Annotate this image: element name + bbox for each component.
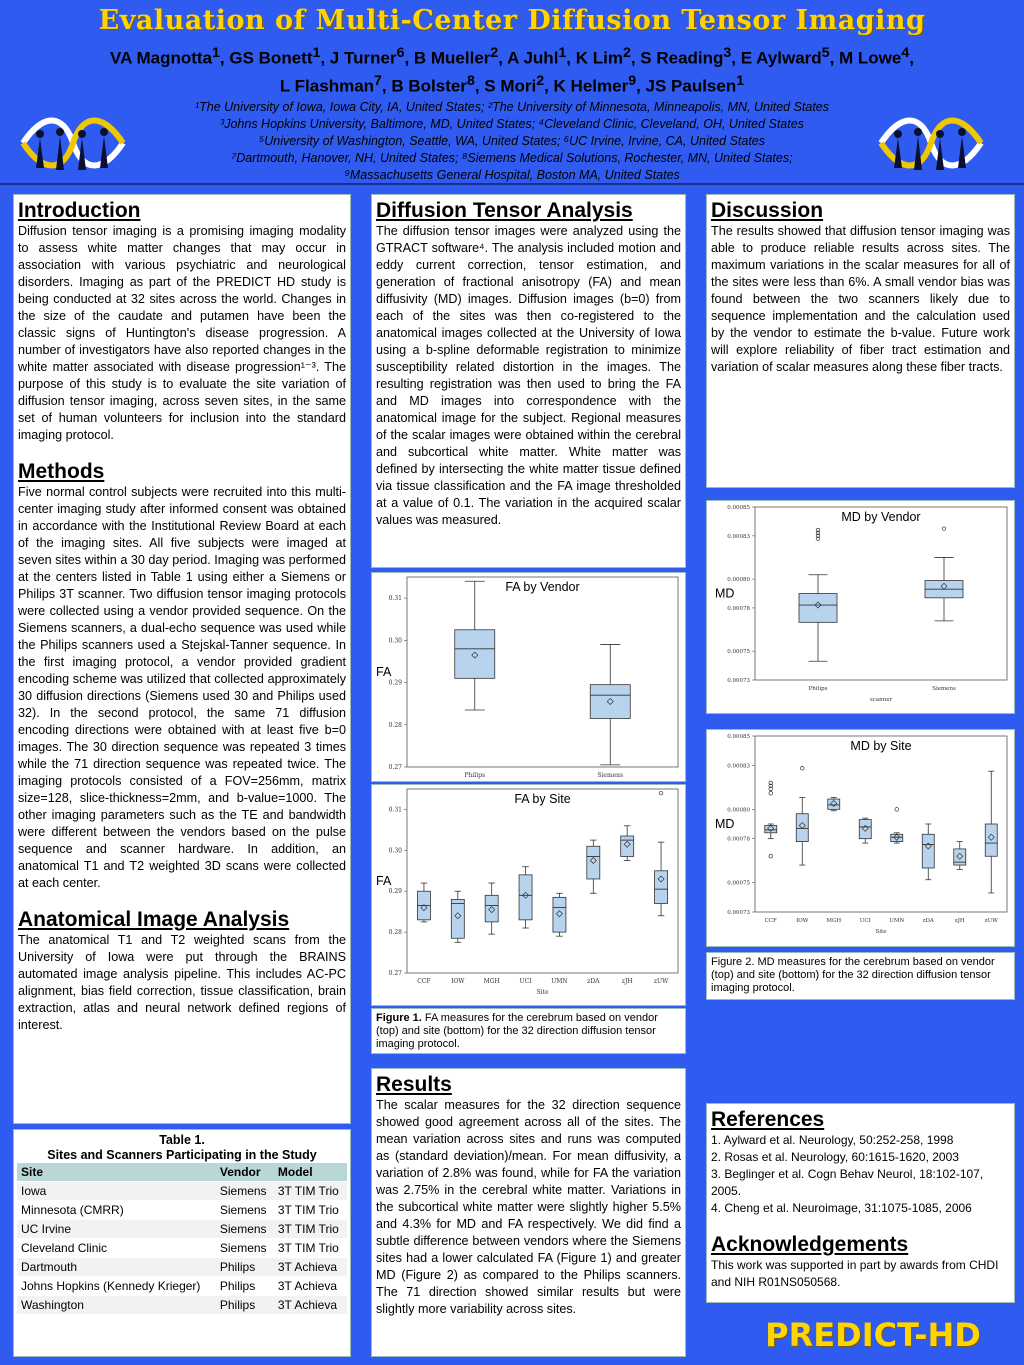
y-tick-label: 0.31 xyxy=(388,806,402,814)
y-tick-label: 0.00080 xyxy=(727,577,750,584)
box xyxy=(455,630,495,679)
x-tick-label: UCI xyxy=(859,918,871,924)
box xyxy=(621,836,634,856)
y-tick-label: 0.00073 xyxy=(727,910,750,916)
x-tick-label: UCI xyxy=(519,978,532,985)
y-tick-label: 0.00085 xyxy=(727,505,750,511)
table-cell: 3T Achieva xyxy=(274,1277,347,1296)
y-axis-label: MD xyxy=(715,586,735,601)
table-cell: Siemens xyxy=(216,1239,274,1258)
methods-heading: Methods xyxy=(18,460,105,483)
x-tick-label: zUW xyxy=(653,978,669,985)
plot-frame xyxy=(755,736,1007,912)
table-row xyxy=(17,1277,347,1296)
left-column-panel xyxy=(13,194,351,1124)
affiliation-line: ⁹Massachusetts General Hospital, Boston MA, United States xyxy=(344,168,680,183)
plot-frame xyxy=(755,507,1007,680)
x-tick-label: UMN xyxy=(551,978,568,985)
figure2-caption-panel xyxy=(706,952,1015,1000)
dta-text: The diffusion tensor images were analyzed using the GTRACT software⁴. The analysis included motion and eddy current correction, tensor estimation, and generation of fractional anisotropy (FA) and mean diffusivity (MD) images. Diffusion images (b=0) from each of the sites was then co-registered to the anatomical images collected at the University of Iowa using a b-spline deformable registration to minimize susceptibility related distortion in the images. The resulting registration was then used to bring the FA and MD images into correspondence with the anatomical image for the subject. Regional measures of the scalar images were obtained within the cerebral and subcortical white matter. White matter was defined by intersecting the white matter tissue defined via tissue classification and the FA image thresholded at a value of 0.1. The variation in the acquired scalar values was measured. xyxy=(376,224,681,527)
references-heading: References xyxy=(711,1108,825,1131)
x-tick-label: Siemens xyxy=(932,686,956,692)
affiliation-line: ⁵University of Washington, Seattle, WA, United States; ⁶UC Irvine, Irvine, CA, United States xyxy=(258,134,766,149)
table-cell: 3T TIM Trio xyxy=(274,1182,347,1201)
x-tick-label: UMN xyxy=(889,918,905,924)
x-tick-label: IOW xyxy=(796,918,809,924)
table-row xyxy=(17,1239,347,1258)
box xyxy=(553,897,566,932)
table-row xyxy=(17,1296,347,1315)
table-cell: 3T Achieva xyxy=(274,1296,347,1315)
box xyxy=(859,820,871,839)
sites-table xyxy=(17,1163,347,1315)
plot-frame xyxy=(407,789,678,973)
predict-hd-logo: PREDICT-HD xyxy=(765,1316,981,1354)
box xyxy=(519,875,532,920)
y-tick-label: 0.00083 xyxy=(727,533,750,540)
x-tick-label: Philips xyxy=(808,686,828,692)
table-cell: UC Irvine xyxy=(17,1220,216,1239)
fa-by-vendor-chart xyxy=(372,573,685,781)
table-cell: Cleveland Clinic xyxy=(17,1239,216,1258)
table-row xyxy=(17,1201,347,1220)
figure2-caption: Figure 2. MD measures for the cerebrum based on vendor (top) and site (bottom) for the 32 direction diffusion tensor imaging protocol. xyxy=(711,956,995,994)
discussion-heading: Discussion xyxy=(711,199,824,222)
results-heading: Results xyxy=(376,1073,452,1096)
md-vendor-panel xyxy=(706,500,1015,714)
table-cell: Philips xyxy=(216,1296,274,1315)
table-cell: 3T TIM Trio xyxy=(274,1220,347,1239)
chart-title: MD by Site xyxy=(850,739,912,753)
md-by-vendor-chart xyxy=(707,501,1014,713)
table1-title: Table 1. xyxy=(159,1133,205,1147)
x-axis-label: Site xyxy=(875,929,887,935)
table-cell: Philips xyxy=(216,1258,274,1277)
author-list: VA Magnotta$^1$, GS Bonett$^1$, J Turner$^6$, B Mueller$^2$, A Juhl$^1$, K Lim$^2$, S Reading$^3$, E Aylward$^5$, M Lowe$^4$, L Flashman$^7$, B Bolster$^8$, S Mori$^2$, K Helmer$^9$, JS Paulsen$^1$ xyxy=(110,45,914,96)
y-tick-label: 0.31 xyxy=(388,595,402,603)
acknowledgements-text: This work was supported in part by awards from CHDI and NIH R01NS050568. xyxy=(711,1258,999,1289)
table-row xyxy=(17,1220,347,1239)
fa-by-site-chart xyxy=(372,785,685,1005)
chart-title: FA by Vendor xyxy=(505,580,580,594)
y-tick-label: 0.00080 xyxy=(727,807,750,814)
table-cell: 3T TIM Trio xyxy=(274,1239,347,1258)
y-tick-label: 0.00085 xyxy=(727,734,750,740)
affiliation-line: ⁷Dartmouth, Hanover, NH, United States; ⁸Siemens Medical Solutions, Rochester, MN, United States; xyxy=(231,151,793,166)
table-header-model: Model xyxy=(274,1163,347,1182)
fa-site-panel xyxy=(371,784,686,1006)
table-cell: Siemens xyxy=(216,1201,274,1220)
y-tick-label: 0.30 xyxy=(388,637,402,645)
table-cell: Iowa xyxy=(17,1182,216,1201)
x-tick-label: zJH xyxy=(621,978,633,985)
introduction-heading: Introduction xyxy=(18,199,141,222)
reference-item: 3. Beglinger et al. Cogn Behav Neurol, 18:102-107, 2005. xyxy=(711,1167,984,1198)
reference-item: 4. Cheng et al. Neuroimage, 31:1075-1085, 2006 xyxy=(711,1201,972,1215)
figure1-caption xyxy=(372,1009,685,1054)
x-tick-label: Siemens xyxy=(597,772,624,779)
box xyxy=(590,685,630,719)
x-tick-label: MGH xyxy=(483,978,500,985)
y-tick-label: 0.00083 xyxy=(727,763,750,770)
x-tick-label: IOW xyxy=(451,978,465,985)
plot-frame xyxy=(407,577,678,767)
x-tick-label: CCF xyxy=(417,978,431,985)
y-tick-label: 0.29 xyxy=(388,888,402,896)
table-cell: Washington xyxy=(17,1296,216,1315)
y-tick-label: 0.28 xyxy=(388,721,402,729)
poster-header xyxy=(0,0,1024,182)
box xyxy=(485,895,498,922)
y-axis-label: FA xyxy=(376,874,392,888)
discussion-text: The results showed that diffusion tensor imaging was able to produce reliable results across sites. The maximum variations in the scalar measures for all of the sites were less than 6%. A small vendor bias was found between the two scanners likely due to sequence implementation and the calculation used by the vendor to estimate the b-value. Future work will explore reliability of fiber tract estimation and variation of scalar measures along these fiber tracts. xyxy=(711,224,1010,374)
x-tick-label: MGH xyxy=(826,918,842,924)
reference-item: 1. Aylward et al. Neurology, 50:252-258, 1998 xyxy=(711,1133,954,1147)
methods-text: Five normal control subjects were recruited into this multi-center imaging study after informed consent was obtained in accordance with the Institutional Review Board at each of the imaging sites. All five subjects were imaged at seven sites within a 30 day period. Imaging was performed at the centers listed in Table 1 using either a Siemens or Philips 3T scanner. Two diffusion tensor imaging protocols were collected using a vendor provided sequence. On the Siemens scanners, a dual-echo sequence was used while the Philips scanners used a Stejskal-Tanner sequence. In the first imaging protocol, a vendor provided gradient encoding scheme was utilized that collected approximately 30 diffusion directions (Siemens used 30 and Philips used 32). In the second protocol, the same 71 diffusion encoding directions were obtained with at least five b=0 images. The 30 direction sequence was repeated 3 times while the 71 direction sequence was repeated twice. The imaging protocols consisted of a FOV=256mm, matrix size=128, slice-thickness=2mm, and b-value=1000. The other imaging parameters such as the TE and bandwidth were different between the vendors based on the pulse sequence and scanner hardware. In addition, an anatomical T1 and T2 weighted 3D scans were collected at each center. xyxy=(18,485,346,890)
y-tick-label: 0.00075 xyxy=(727,649,750,656)
x-tick-label: zUW xyxy=(984,918,998,924)
box xyxy=(922,834,934,868)
x-axis-label: Site xyxy=(536,989,549,996)
table-cell: Minnesota (CMRR) xyxy=(17,1201,216,1220)
box xyxy=(587,846,600,879)
y-tick-label: 0.00073 xyxy=(727,678,750,684)
table-cell: Siemens xyxy=(216,1220,274,1239)
table-cell: Siemens xyxy=(216,1182,274,1201)
poster-title: Evaluation of Multi-Center Diffusion Tensor Imaging xyxy=(98,5,926,36)
y-tick-label: 0.27 xyxy=(388,764,402,771)
x-tick-label: zDA xyxy=(922,918,934,924)
anatomical-heading: Anatomical Image Analysis xyxy=(18,908,290,931)
figure1-caption-text: FA measures for the cerebrum based on vendor (top) and site (bottom) for the 32 direction diffusion tensor imaging protocol. xyxy=(376,1012,658,1050)
table1-panel xyxy=(13,1129,351,1357)
table-cell: 3T Achieva xyxy=(274,1258,347,1277)
y-tick-label: 0.00078 xyxy=(727,836,750,843)
x-tick-label: Philips xyxy=(464,772,486,779)
x-axis-label: scanner xyxy=(869,697,893,703)
fa-vendor-panel xyxy=(371,572,686,782)
y-tick-label: 0.28 xyxy=(388,929,402,937)
x-tick-label: CCF xyxy=(764,918,777,924)
dta-heading: Diffusion Tensor Analysis xyxy=(376,199,633,222)
y-tick-label: 0.00078 xyxy=(727,605,750,612)
y-tick-label: 0.29 xyxy=(388,679,402,687)
box xyxy=(954,849,966,865)
x-tick-label: zJH xyxy=(954,918,965,924)
figure1-label: Figure 1. xyxy=(376,1012,422,1024)
figure1-caption-panel xyxy=(371,1008,686,1054)
md-by-site-chart xyxy=(707,730,1014,946)
y-axis-label: FA xyxy=(376,665,392,679)
affiliation-line: ³Johns Hopkins University, Baltimore, MD, United States; ⁴Cleveland Clinic, Cleveland, OH, United States xyxy=(220,117,804,132)
table-row xyxy=(17,1258,347,1277)
table-header-vendor: Vendor xyxy=(216,1163,274,1182)
table-cell: Philips xyxy=(216,1277,274,1296)
table-cell: Johns Hopkins (Kennedy Krieger) xyxy=(17,1277,216,1296)
dna-dancers-logo-right xyxy=(876,108,986,178)
reference-item: 2. Rosas et al. Neurology, 60:1615-1620, 2003 xyxy=(711,1150,959,1164)
results-panel xyxy=(371,1068,686,1357)
results-text: The scalar measures for the 32 direction sequence showed good agreement across all of the sites. The mean variation across sites and runs was computed as (standard deviation)/mean. For mean diffusivity, a variation of 2.8% was found, while for FA the variation was 2.75% in the cerebral white matter. Variations in the subcortical white matter were slightly higher 5.5% and 4.3% for MD and FA respectively. We did find a subtle difference between vendors where the Siemens sites had a lower calculated FA (Figure 1) and greater MD (Figure 2) as compared to the Philips scanners. The 71 direction showed similar results but were slightly more variability across sites. xyxy=(376,1098,681,1316)
acknowledgements-heading: Acknowledgements xyxy=(711,1233,909,1256)
table-cell: 3T TIM Trio xyxy=(274,1201,347,1220)
introduction-text: Diffusion tensor imaging is a promising imaging modality to assess white matter changes that may occur in association with various psychiatric and neurological disorders. Imaging as part of the PREDICT HD study is being conducted at 32 sites across the world. Changes in the size of the caudate and putamen have been the classic signs of Huntington's disease progression. A number of investigators have also reported changes in the white matter associated with disease progression¹⁻³. The purpose of this study is to evaluate the site variation of diffusion tensor imaging, across seven sites, in the same set of human volunteers for inclusion into the standard imaging protocol. xyxy=(18,224,346,442)
table-row xyxy=(17,1182,347,1201)
affiliation-line: ¹The University of Iowa, Iowa City, IA, United States; ²The University of Minnesota, Minneapolis, MN, United States xyxy=(194,100,830,115)
anatomical-text: The anatomical T1 and T2 weighted scans from the University of Iowa were put through the BRAINS automated image analysis pipeline. This includes AC-PC alignment, bias field correction, tissue classification, brain extraction, atlas and neural network defined regions of interest. xyxy=(18,933,346,1032)
y-tick-label: 0.30 xyxy=(388,847,402,855)
y-tick-label: 0.27 xyxy=(388,970,402,977)
dta-panel xyxy=(371,194,686,568)
y-axis-label: MD xyxy=(715,817,735,831)
header-divider xyxy=(0,183,1024,185)
table-cell: Dartmouth xyxy=(17,1258,216,1277)
references-panel xyxy=(706,1103,1015,1303)
dna-dancers-logo-left xyxy=(18,108,128,178)
md-site-panel xyxy=(706,729,1015,947)
box xyxy=(796,814,808,842)
affiliations xyxy=(140,99,884,184)
y-tick-label: 0.00075 xyxy=(727,880,750,887)
x-tick-label: zDA xyxy=(587,978,600,985)
table-header-site: Site xyxy=(17,1163,216,1182)
chart-title: MD by Vendor xyxy=(841,510,921,524)
table1-subtitle: Sites and Scanners Participating in the Study xyxy=(47,1148,317,1162)
chart-title: FA by Site xyxy=(514,792,571,806)
discussion-panel xyxy=(706,194,1015,488)
